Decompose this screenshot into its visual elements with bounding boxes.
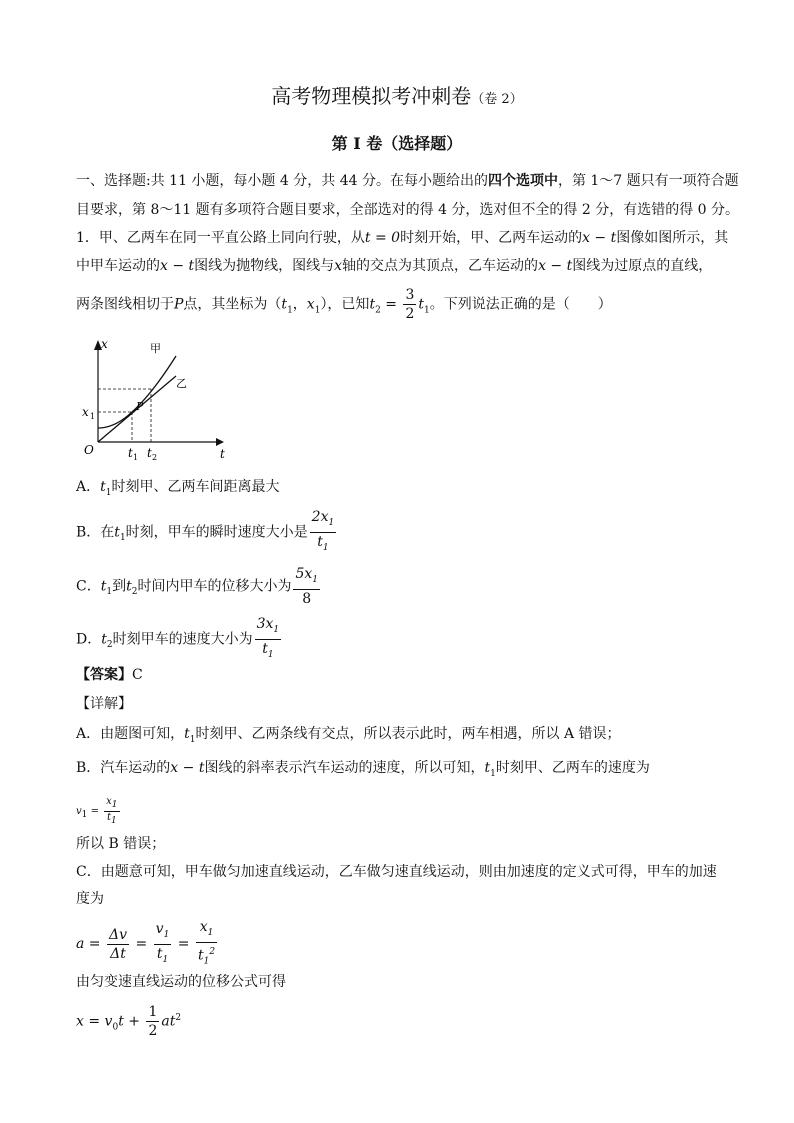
option-b	[76, 508, 338, 557]
q-sub: 1	[424, 305, 430, 316]
frac-num	[255, 615, 282, 640]
eq-text: +	[123, 1013, 145, 1030]
exp-math: t	[184, 726, 190, 742]
q-text: 图线为过原点的直线，	[572, 258, 713, 274]
y-axis-label: x	[101, 337, 108, 351]
option-a	[76, 477, 280, 503]
frac-den: 8	[302, 590, 312, 607]
option-d	[76, 615, 283, 664]
frac-num	[310, 508, 337, 533]
frac-num-text: x	[106, 796, 112, 807]
frac-den-text: t	[197, 947, 204, 964]
q-text: 图像如图所示，其	[616, 230, 729, 246]
frac-sub: 1	[162, 954, 169, 965]
frac-sub: 1	[207, 927, 214, 938]
x1-sub: 1	[90, 412, 96, 421]
exp-sub: 1	[490, 768, 496, 779]
frac-sub: 1	[163, 929, 170, 940]
answer-value: C	[132, 667, 143, 683]
eq-math: v	[76, 806, 82, 817]
origin-label: O	[84, 443, 94, 457]
eq-math: x	[76, 1013, 84, 1030]
answer-line	[76, 665, 143, 685]
t-axis-arrow	[216, 438, 224, 446]
frac-num-text: x	[199, 919, 208, 935]
frac-sup: 2	[209, 946, 216, 957]
q-text: 时刻开始，甲、乙两车运动的	[400, 230, 583, 246]
eq-math: t	[118, 1013, 124, 1030]
question-line-2	[76, 256, 712, 276]
eq-text: =	[83, 1013, 105, 1030]
frac-sub: 1	[328, 517, 335, 528]
frac-sub: 1	[203, 956, 210, 967]
instr-bold: 四个选项中	[487, 173, 558, 189]
frac-sub: 1	[312, 574, 319, 585]
opt-prefix: B．在	[76, 524, 115, 541]
frac-num: 1	[148, 1004, 158, 1021]
accel-equation	[76, 918, 219, 970]
exp-math: t	[484, 760, 491, 776]
fraction-b	[310, 508, 337, 557]
frac-den	[255, 640, 282, 664]
explain-b-conclusion: 所以 B 错误；	[76, 836, 166, 852]
frac-sub: 1	[111, 800, 118, 810]
frac-num	[154, 920, 172, 945]
opt-sub: 2	[106, 640, 113, 651]
instr-text: ，第 1～7 题只有一项符合题	[557, 173, 739, 189]
t1-label: t	[128, 446, 133, 460]
point-p-label: P	[136, 400, 144, 413]
frac-num-text: v	[155, 920, 164, 937]
displacement-equation	[76, 998, 181, 1047]
page-title	[0, 80, 794, 109]
frac-num: 3	[405, 287, 415, 303]
explain-c-1: C．由题意可知，甲车做匀加速直线运动，乙车做匀速直线运动，则由加速度的定义式可得，甲车的加速	[76, 864, 717, 880]
frac-num-text: 3x	[256, 616, 274, 632]
opt-prefix: C．	[76, 578, 101, 595]
frac-num	[104, 796, 119, 812]
frac-sub: 1	[267, 649, 274, 660]
q-sub: 2	[375, 305, 381, 316]
q-text: ，	[292, 296, 307, 313]
q-text: ），已知	[320, 296, 370, 313]
frac-sub: 1	[322, 542, 329, 553]
opt-math: t	[126, 578, 132, 595]
q-math: x − t	[582, 230, 617, 246]
x1-t1sq-fraction	[196, 918, 217, 970]
v1-fraction	[104, 796, 119, 827]
frac-den	[104, 812, 119, 827]
frac-den-text: t	[262, 640, 268, 657]
frac-num-text: 5x	[295, 566, 313, 582]
frac-sub: 1	[273, 624, 280, 635]
eq-math: v	[104, 1013, 113, 1030]
frac-den: Δt	[110, 945, 126, 962]
explain-a	[76, 724, 621, 750]
curve-jia-label: 甲	[150, 342, 161, 355]
frac-num	[196, 918, 217, 943]
q-text: 点，其坐标为（	[183, 296, 282, 313]
q-math: t	[418, 296, 425, 313]
opt-sub: 1	[105, 487, 112, 498]
section-title: 第 I 卷（选择题）	[331, 134, 463, 153]
q-text: 图线为抛物线，图线与	[194, 258, 335, 274]
opt-sub: 1	[119, 533, 126, 544]
opt-sub: 2	[131, 587, 138, 598]
opt-math: t	[114, 524, 120, 541]
exp-sub: 1	[189, 734, 196, 745]
opt-text: 时刻，甲车的瞬时速度大小是	[125, 524, 308, 541]
frac-den	[154, 945, 172, 969]
detail-label: 【详解】	[76, 696, 132, 712]
title-text: 高考物理模拟考冲刺卷	[271, 84, 472, 108]
instructions-line-2: 目要求，第 8～11 题有多项符合题目要求，全部选对的得 4 分，选对但不全的得 2 分，有选错的得 0 分。	[76, 202, 740, 218]
eq-sup: 2	[175, 1013, 182, 1023]
exp-text: 图线的斜率表示汽车运动的速度，所以可知，	[204, 760, 485, 776]
q-math: x	[334, 258, 343, 274]
eq-sub: 1	[81, 810, 88, 820]
q-math: x − t	[538, 258, 573, 274]
q-sub: 1	[314, 305, 321, 316]
v1-t1-fraction	[154, 920, 172, 969]
q-text: 两条图线相切于	[76, 296, 174, 313]
q-text: 。下列说法正确的是（ ）	[429, 296, 612, 313]
opt-math: t	[100, 578, 107, 595]
q-text: =	[380, 296, 402, 313]
eq-sub: 0	[112, 1022, 119, 1033]
q-sub: 1	[287, 305, 293, 316]
eq-text: =	[173, 936, 194, 953]
exp-text: A．由题图可知，	[76, 726, 185, 742]
frac-num: Δv	[109, 926, 128, 943]
eq-text: =	[131, 936, 152, 953]
eq-text: =	[84, 936, 105, 953]
q-math: t	[281, 296, 288, 313]
frac-den-text: t	[156, 945, 163, 962]
q-math: x	[306, 296, 315, 313]
fraction-d	[255, 615, 282, 664]
opt-math: t	[100, 479, 106, 495]
half-fraction	[146, 1003, 159, 1040]
opt-text: 时刻甲、乙两车间距离最大	[111, 479, 280, 495]
opt-sub: 1	[106, 587, 113, 598]
eq-math: at	[161, 1013, 176, 1030]
answer-label: 【答案】	[76, 667, 132, 683]
x1-label: x	[82, 405, 89, 419]
opt-prefix: A．	[76, 479, 101, 495]
opt-text: 时间内甲车的位移大小为	[137, 578, 292, 595]
opt-text: 到	[112, 578, 127, 595]
eq-text: =	[87, 806, 103, 817]
q-math: t = 0	[364, 230, 401, 246]
question-line-3	[76, 286, 612, 328]
question-line-1	[76, 228, 728, 248]
q-text: 中甲车运动的	[76, 258, 160, 274]
explain-b	[76, 758, 650, 784]
volume-label: （卷 2）	[471, 92, 523, 107]
exp-math: x − t	[170, 760, 205, 776]
frac-num-text: 2x	[311, 509, 329, 525]
exp-text: 时刻甲、乙两车的速度为	[495, 760, 650, 776]
frac-sub: 1	[110, 816, 117, 826]
frac-den: 2	[148, 1023, 158, 1040]
line-yi-label: 乙	[176, 377, 187, 390]
q-text: 1．甲、乙两车在同一平直公路上同向行驶，从	[76, 230, 365, 246]
displacement-intro: 由匀变速直线运动的位移公式可得	[76, 974, 286, 990]
explain-c-2: 度为	[76, 891, 104, 907]
fraction-3-2	[403, 286, 416, 323]
dv-dt-fraction	[107, 926, 129, 963]
exp-text: B．汽车运动的	[76, 760, 171, 776]
v1-equation	[76, 792, 122, 835]
frac-den-text: t	[106, 812, 111, 823]
instr-text: 一、选择题:共 11 小题，每小题 4 分，共 44 分。在每小题给出的	[76, 173, 488, 189]
x-axis-label: t	[220, 447, 225, 461]
q-math: P	[174, 296, 184, 313]
fraction-c	[293, 565, 320, 608]
opt-math: t	[101, 631, 107, 648]
exp-text: 时刻甲、乙两条线有交点，所以表示此时，两车相遇，所以 A 错误；	[195, 726, 621, 742]
opt-prefix: D．	[76, 631, 102, 648]
q-text: 轴的交点为其顶点，乙车运动的	[342, 258, 539, 274]
frac-den	[310, 533, 337, 557]
t1-sub: 1	[133, 453, 139, 462]
xt-graph	[80, 336, 230, 464]
opt-text: 时刻甲车的速度大小为	[112, 631, 253, 648]
frac-den-text: t	[317, 533, 323, 550]
t2-sub: 2	[152, 453, 158, 462]
q-math: x − t	[160, 258, 195, 274]
eq-math: a	[76, 936, 85, 953]
curve-jia	[98, 356, 176, 428]
option-c	[76, 565, 322, 610]
frac-den: 2	[405, 306, 415, 322]
instructions-line-1	[76, 171, 739, 191]
t2-label: t	[147, 446, 152, 460]
frac-den	[196, 943, 217, 970]
q-math: t	[369, 296, 376, 313]
frac-num	[293, 565, 320, 590]
